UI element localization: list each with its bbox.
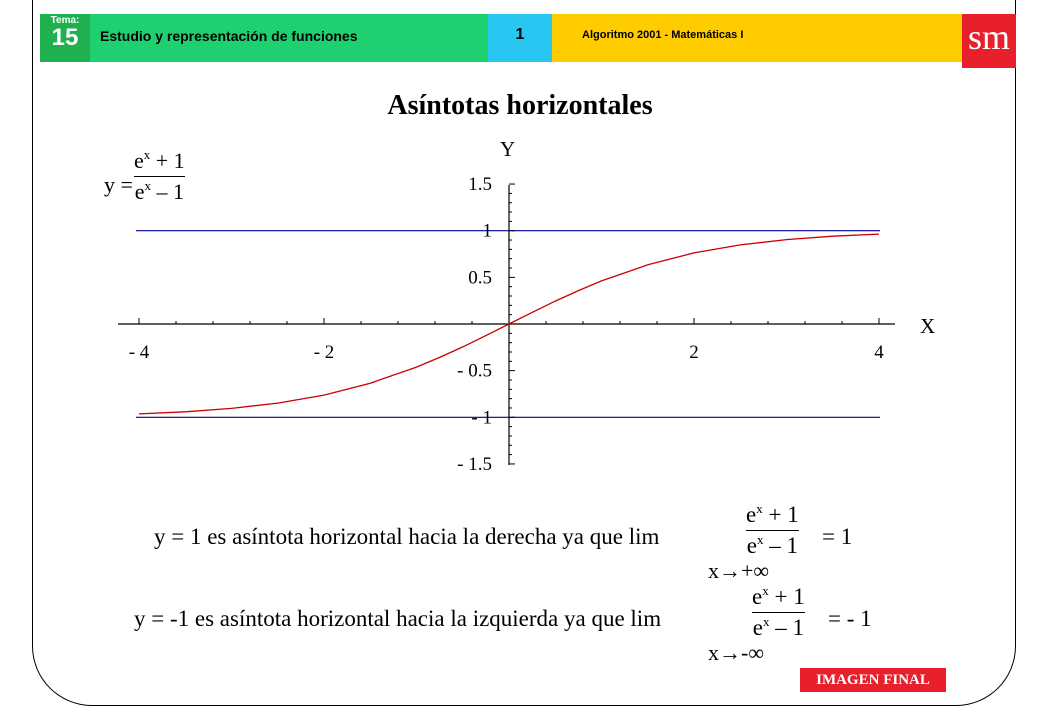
y-tick-label: 1.5 [468,174,492,196]
page-title: Asíntotas horizontales [387,90,653,121]
function-numerator: $e^x + 1$ [134,147,185,173]
imagen-final-badge: IMAGEN FINAL [800,668,946,692]
y-tick-label: 1 [482,220,492,242]
statement-1-fraction: $e^x + 1$ $e^x - 1$ [746,501,799,558]
statement-2-result: = - 1 [828,606,872,631]
slide-number: 1 [515,26,525,43]
statement-2-limit-sub: x→-∞ [708,640,765,665]
x-axis-label: X [920,314,936,338]
x-tick-label: - 4 [128,342,150,363]
x-tick-label: - 2 [313,342,335,363]
unit-title: Estudio y representación de funciones [100,28,358,44]
statement-2-text: y = -1 es asíntota horizontal hacia la izquierda ya que lim [134,606,662,631]
x-tick-label: 4 [874,342,884,363]
statement-2-fraction: $e^x + 1$ $e^x - 1$ [752,583,805,640]
statement-1-limit-sub: x→+∞ [708,558,770,583]
statement-1-text: y = 1 es asíntota horizontal hacia la derecha ya que lim [154,524,660,549]
y-axis-label: Y [500,137,516,161]
y-tick-label: - 1 [471,407,492,429]
y-tick-label: - 0.5 [457,360,492,382]
function-denominator: $e^x - 1$ [134,178,184,204]
tema-number: 15 [51,24,79,51]
book-title: Algoritmo 2001 - Matemáticas I [582,29,744,41]
y-tick-label: - 1.5 [457,453,492,475]
tema-label: Tema: [50,15,80,26]
y-tick-label: 0.5 [468,267,492,289]
sm-logo: sm [962,14,1016,68]
x-tick-label: 2 [689,342,699,363]
statement-1-result: = 1 [822,524,853,549]
function-lhs: y = [104,172,133,197]
